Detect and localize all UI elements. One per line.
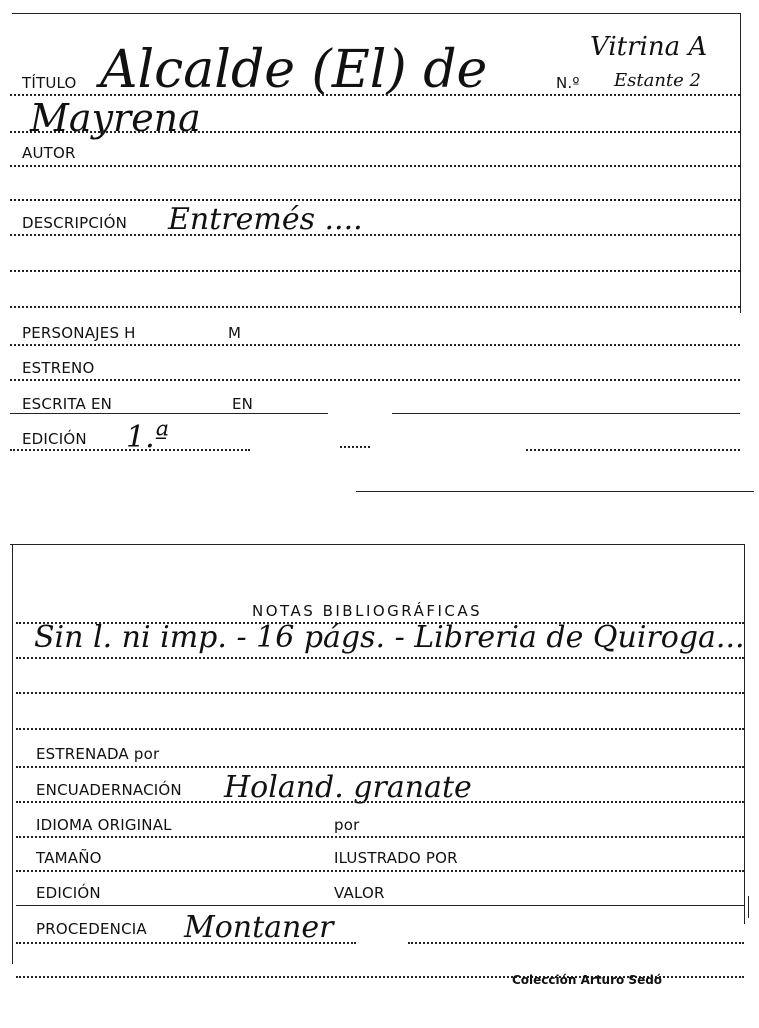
edicion-bottom-line: [16, 905, 744, 906]
procedencia-line-a: [16, 942, 356, 944]
top-card-right-edge: [740, 13, 741, 313]
notas-line-2: [16, 692, 744, 694]
procedencia-value: Montaner: [184, 910, 334, 945]
vitrina-value: Vitrina A: [590, 32, 708, 62]
bottom-card-top-edge: [10, 544, 744, 545]
notas-line-3: [16, 728, 744, 730]
descripcion-line-3: [10, 306, 740, 308]
notas-line-1: [16, 657, 744, 659]
encuadernacion-value: Holand. granate: [224, 770, 472, 805]
edicion-bottom-label: EDICIÓN: [36, 884, 101, 902]
descripcion-line: [10, 234, 740, 236]
idioma-label: IDIOMA ORIGINAL: [36, 816, 172, 834]
escrita-en-label: ESCRITA EN: [22, 395, 113, 413]
tamano-line: [16, 870, 744, 872]
tamano-label: TAMAÑO: [36, 849, 102, 867]
titulo-label: TÍTULO: [22, 74, 77, 92]
escrita-line-b: [392, 413, 740, 414]
encuadernacion-label: ENCUADERNACIÓN: [36, 781, 182, 799]
personajes-h-label: PERSONAJES H: [22, 324, 136, 342]
top-card-bottom-edge: [356, 491, 754, 492]
edicion-top-value: 1.ª: [126, 420, 169, 455]
titulo-line-2: [10, 131, 740, 133]
procedencia-line-b: [408, 942, 744, 944]
collection-footer: Colección Arturo Sedó: [512, 973, 663, 987]
encuadernacion-line: [16, 801, 744, 803]
bottom-card-right-edge: [744, 544, 745, 924]
edicion-top-label: EDICIÓN: [22, 430, 87, 448]
personajes-m-label: M: [228, 324, 242, 342]
personajes-line: [10, 344, 740, 346]
procedencia-label: PROCEDENCIA: [36, 920, 147, 938]
top-card-top-edge: [12, 13, 740, 14]
idioma-line: [16, 836, 744, 838]
edicion-line-a: [10, 449, 250, 451]
titulo-value-line2: Mayrena: [30, 96, 201, 140]
titulo-value-line1: Alcalde (El) de: [100, 40, 488, 100]
estreno-label: ESTRENO: [22, 359, 95, 377]
estrenada-line: [16, 766, 744, 768]
notas-heading: NOTAS BIBLIOGRÁFICAS: [252, 602, 483, 620]
estante-value: Estante 2: [614, 70, 701, 91]
notas-value: Sin l. ni imp. - 16 págs. - Libreria de Quiroga...: [34, 620, 745, 655]
ilustrado-label: ILUSTRADO POR: [334, 849, 458, 867]
edicion-line-c: [526, 449, 740, 451]
estreno-line: [10, 379, 740, 381]
numero-label: N.º: [556, 74, 580, 92]
edicion-line-b: [340, 446, 370, 448]
autor-line-2: [10, 199, 740, 201]
en-label: EN: [232, 395, 254, 413]
valor-label: VALOR: [334, 884, 385, 902]
autor-label: AUTOR: [22, 144, 76, 162]
estrenada-label: ESTRENADA por: [36, 745, 160, 763]
por-label: por: [334, 816, 360, 834]
edicion-bottom-tick: [748, 896, 749, 918]
descripcion-label: DESCRIPCIÓN: [22, 214, 128, 232]
autor-line: [10, 165, 740, 167]
escrita-line-a: [10, 413, 328, 414]
descripcion-line-2: [10, 270, 740, 272]
descripcion-value: Entremés ....: [168, 202, 363, 237]
bottom-card-left-edge: [12, 544, 13, 964]
